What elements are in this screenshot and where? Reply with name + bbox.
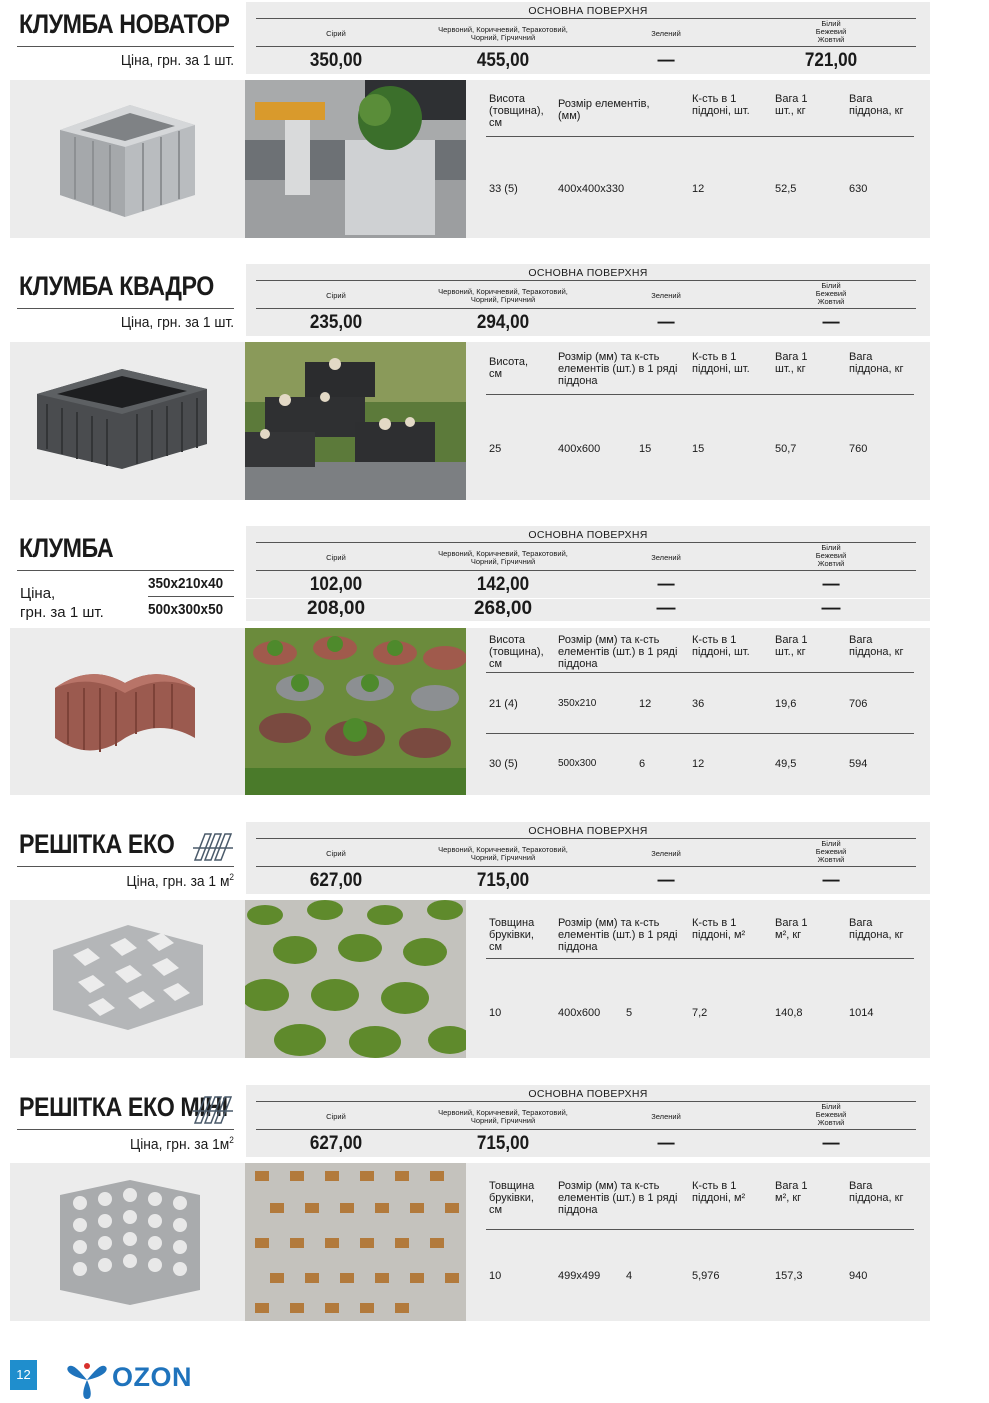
spec-header-4: Вага піддона, кг: [849, 634, 904, 658]
main-surface-label: ОСНОВНА ПОВЕРХНЯ: [528, 267, 648, 279]
price-white: —: [822, 574, 840, 595]
price-red: 294,00: [476, 312, 530, 333]
spec-header-3: Вага 1 м², кг: [775, 1180, 808, 1204]
price-header: [246, 526, 930, 598]
col-green: Зелений: [651, 29, 681, 38]
col-green: Зелений: [651, 291, 681, 300]
col-red: Червоний, Коричневий, Теракотовий, Чорний, Гірчичний: [438, 549, 568, 566]
divider: [486, 394, 914, 395]
divider: [256, 838, 916, 839]
page-number: 12: [10, 1360, 37, 1390]
price-label-sup: 2: [229, 1135, 234, 1145]
spec-cell: 15: [692, 443, 705, 455]
spec-header-1: Розмір елементів, (мм): [558, 98, 650, 122]
spec-header-3: Вага 1 шт., кг: [775, 351, 808, 375]
title-divider: [17, 1129, 234, 1130]
price-row-2: [246, 599, 930, 621]
col-grey: Сірий: [326, 1112, 346, 1121]
spec-header-0: Висота (товщина), см: [489, 93, 544, 129]
price-red: 268,00: [473, 598, 533, 619]
title-divider: [17, 866, 234, 867]
divider: [486, 136, 914, 137]
divider: [486, 672, 914, 673]
product-image: [55, 1175, 205, 1310]
price-green: —: [657, 50, 675, 71]
price-label-text: Ціна, грн. за 1м: [130, 1136, 230, 1153]
spec-cell: 52,5: [775, 183, 797, 195]
price-red: 715,00: [476, 1133, 530, 1154]
price-white: 721,00: [804, 50, 858, 71]
spec-cell: 5,976: [692, 1270, 720, 1282]
col-grey: Сірий: [326, 29, 346, 38]
col-red: Червоний, Коричневий, Теракотовий, Чорний, Гірчичний: [438, 845, 568, 862]
price-label: грн. за 1 шт.: [20, 604, 104, 621]
spec-header-1: Розмір (мм) та к-сть елементів (шт.) в 1 ряді піддона: [558, 917, 678, 953]
col-grey: Сірий: [326, 849, 346, 858]
spec-cell: 12: [692, 183, 705, 195]
price-label: [126, 872, 234, 890]
price-label: Ціна, грн. за 1 шт.: [120, 52, 234, 69]
divider: [256, 570, 916, 571]
spec-cell: 19,6: [775, 698, 797, 710]
product-image: [48, 920, 208, 1035]
spec-cell: 15: [639, 443, 652, 455]
price-white: —: [822, 312, 840, 333]
price-red: 455,00: [476, 50, 530, 71]
spec-cell: 36: [692, 698, 705, 710]
divider: [256, 1101, 916, 1102]
spec-header-0: Висота, см: [489, 356, 529, 380]
product-photo: [245, 1163, 466, 1321]
spec-cell: 400x400x330: [558, 183, 625, 195]
price-white: —: [822, 1133, 840, 1154]
spec-header-2: К-сть в 1 піддоні, шт.: [692, 93, 750, 117]
col-white: Білий Бежевий Жовтий: [815, 839, 847, 864]
divider: [256, 866, 916, 867]
spec-cell: 30 (5): [489, 758, 518, 770]
price-header: [246, 264, 930, 336]
product-image: [50, 658, 200, 763]
price-green: —: [656, 598, 676, 619]
spec-cell: 50,7: [775, 443, 797, 455]
price-label-sup: 2: [229, 872, 234, 882]
spec-cell: 630: [849, 183, 868, 195]
brand-name: OZON: [112, 1362, 192, 1392]
spec-cell: 25: [489, 443, 502, 455]
price-white: —: [822, 870, 840, 891]
main-surface-label: ОСНОВНА ПОВЕРХНЯ: [528, 5, 648, 17]
col-white: Білий Бежевий Жовтий: [815, 543, 847, 568]
price-red: 142,00: [476, 574, 530, 595]
col-white: Білий Бежевий Жовтий: [815, 1102, 847, 1127]
spec-cell: 49,5: [775, 758, 797, 770]
spec-cell: 499x499: [558, 1270, 601, 1282]
title-divider: [17, 570, 234, 571]
price-green: —: [657, 574, 675, 595]
spec-header-0: Висота (товщина), см: [489, 634, 544, 670]
col-red: Червоний, Коричневий, Теракотовий, Чорний, Гірчичний: [438, 1108, 568, 1125]
price-grey: 350,00: [309, 50, 363, 71]
spec-header-4: Вага піддона, кг: [849, 351, 904, 375]
price-red: 715,00: [476, 870, 530, 891]
col-grey: Сірий: [326, 553, 346, 562]
spec-header-0: Товщина бруківки, см: [489, 917, 535, 953]
divider: [256, 280, 916, 281]
price-green: —: [657, 870, 675, 891]
price-grey: 627,00: [309, 1133, 363, 1154]
price-grey: 208,00: [306, 598, 366, 619]
spec-header-2: К-сть в 1 піддоні, шт.: [692, 634, 750, 658]
spec-header-4: Вага піддона, кг: [849, 93, 904, 117]
spec-cell: 940: [849, 1270, 868, 1282]
price-header: [246, 1085, 930, 1157]
spec-header-4: Вага піддона, кг: [849, 1180, 904, 1204]
col-grey: Сірий: [326, 291, 346, 300]
price-label: Ціна, грн. за 1 шт.: [120, 314, 234, 331]
title-divider: [17, 46, 234, 47]
grid-paver-icon: [191, 1093, 235, 1127]
spec-cell: 33 (5): [489, 183, 518, 195]
product-title: РЕШІТКА ЕКО: [19, 829, 175, 859]
divider: [486, 1229, 914, 1230]
spec-cell: 500x300: [558, 758, 597, 769]
divider: [486, 958, 914, 959]
spec-header-3: Вага 1 шт., кг: [775, 93, 808, 117]
price-grey: 235,00: [309, 312, 363, 333]
spec-cell: 5: [626, 1007, 633, 1019]
spec-header-2: К-сть в 1 піддоні, шт.: [692, 351, 750, 375]
spec-header-1: Розмір (мм) та к-сть елементів (шт.) в 1 ряді піддона: [558, 351, 678, 387]
spec-cell: 140,8: [775, 1007, 803, 1019]
spec-header-2: К-сть в 1 піддоні, м²: [692, 1180, 746, 1204]
spec-cell: 760: [849, 443, 868, 455]
divider: [486, 733, 914, 734]
spec-cell: 12: [639, 698, 652, 710]
spec-cell: 12: [692, 758, 705, 770]
spec-header-4: Вага піддона, кг: [849, 917, 904, 941]
price-grey: 102,00: [309, 574, 363, 595]
product-image: [32, 364, 212, 474]
divider: [148, 596, 234, 597]
spec-cell: 400x600: [558, 443, 601, 455]
price-white: —: [821, 598, 841, 619]
product-title: РЕШІТКА ЕКО МІНІ: [19, 1092, 228, 1122]
col-red: Червоний, Коричневий, Теракотовий, Чорний, Гірчичний: [438, 287, 568, 304]
divider: [256, 308, 916, 309]
product-title: КЛУМБА КВАДРО: [19, 271, 214, 301]
col-green: Зелений: [651, 1112, 681, 1121]
product-photo: [245, 900, 466, 1058]
title-divider: [17, 308, 234, 309]
col-white: Білий Бежевий Жовтий: [815, 281, 847, 306]
spec-header-3: Вага 1 м², кг: [775, 917, 808, 941]
spec-header-1: Розмір (мм) та к-сть елементів (шт.) в 1 ряді піддона: [558, 1180, 678, 1216]
price-label-text: Ціна, грн. за 1 м: [126, 873, 230, 890]
spec-header-2: К-сть в 1 піддоні, м²: [692, 917, 746, 941]
spec-cell: 10: [489, 1007, 502, 1019]
col-white: Білий Бежевий Жовтий: [815, 19, 847, 44]
ozon-logo-icon: [64, 1359, 110, 1401]
price-green: —: [657, 1133, 675, 1154]
main-surface-label: ОСНОВНА ПОВЕРХНЯ: [528, 825, 648, 837]
price-header: [246, 2, 930, 74]
spec-cell: 6: [639, 758, 646, 770]
spec-cell: 7,2: [692, 1007, 708, 1019]
spec-header-0: Товщина бруківки, см: [489, 1180, 535, 1216]
col-green: Зелений: [651, 553, 681, 562]
price-label: Ціна,: [20, 585, 56, 602]
price-grey: 627,00: [309, 870, 363, 891]
spec-cell: 4: [626, 1270, 633, 1282]
product-photo: [245, 342, 466, 500]
divider: [256, 18, 916, 19]
product-photo: [245, 628, 466, 795]
spec-header-3: Вага 1 шт., кг: [775, 634, 808, 658]
size-label: 500x300x50: [148, 601, 224, 618]
col-red: Червоний, Коричневий, Теракотовий, Чорний, Гірчичний: [438, 25, 568, 42]
product-title: КЛУМБА: [19, 533, 114, 563]
spec-cell: 594: [849, 758, 868, 770]
divider: [256, 46, 916, 47]
price-header: [246, 822, 930, 894]
spec-cell: 157,3: [775, 1270, 803, 1282]
grid-paver-icon: [191, 830, 235, 864]
price-green: —: [657, 312, 675, 333]
product-title: КЛУМБА НОВАТОР: [19, 9, 230, 39]
spec-cell: 1014: [849, 1007, 874, 1019]
main-surface-label: ОСНОВНА ПОВЕРХНЯ: [528, 1088, 648, 1100]
spec-cell: 706: [849, 698, 868, 710]
size-label: 350x210x40: [148, 575, 224, 592]
spec-cell: 10: [489, 1270, 502, 1282]
divider: [256, 1129, 916, 1130]
main-surface-label: ОСНОВНА ПОВЕРХНЯ: [528, 529, 648, 541]
spec-cell: 21 (4): [489, 698, 518, 710]
col-green: Зелений: [651, 849, 681, 858]
spec-cell: 400x600: [558, 1007, 601, 1019]
spec-cell: 350x210: [558, 698, 597, 709]
spec-header-1: Розмір (мм) та к-сть елементів (шт.) в 1 ряді піддона: [558, 634, 678, 670]
product-image: [55, 95, 200, 220]
divider: [256, 542, 916, 543]
price-label: [130, 1135, 234, 1153]
product-photo: [245, 80, 466, 238]
